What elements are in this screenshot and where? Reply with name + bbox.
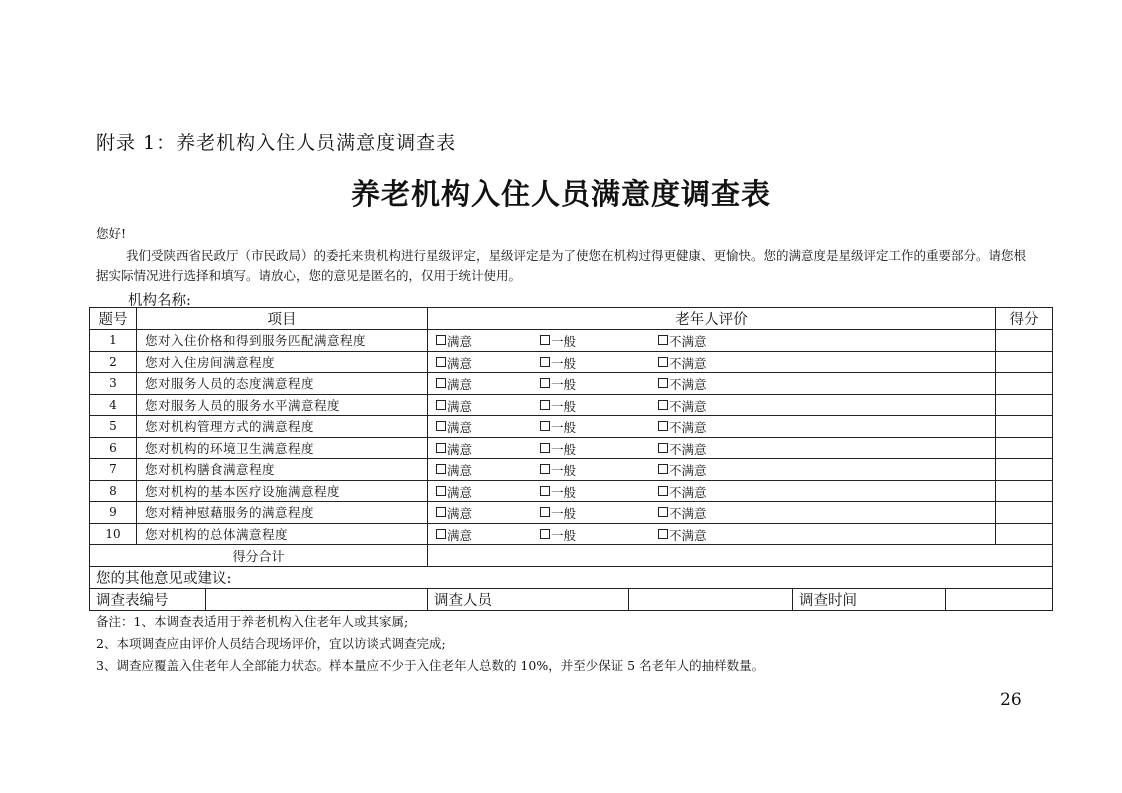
checkbox-icon[interactable] — [540, 443, 550, 453]
greeting: 您好! — [96, 226, 127, 241]
question-number: 3 — [90, 373, 137, 395]
rating-cell — [428, 330, 996, 352]
question-item: 您对精神慰藉服务的满意程度 — [137, 502, 428, 524]
rating-option-label: 不满意 — [669, 355, 707, 371]
org-name-label: 机构名称: — [128, 293, 191, 309]
question-item: 您对服务人员的服务水平满意程度 — [137, 394, 428, 416]
rating-option-label: 不满意 — [669, 441, 707, 457]
checkbox-icon[interactable] — [436, 507, 446, 517]
table-row — [90, 351, 1053, 373]
rating-cell — [428, 480, 996, 502]
rating-option-label: 不满意 — [669, 334, 707, 349]
footer-row — [90, 588, 1053, 610]
rating-option-label: 满意 — [447, 527, 473, 543]
question-number: 2 — [90, 351, 137, 373]
question-item: 您对机构管理方式的满意程度 — [137, 416, 428, 438]
rating-option[interactable] — [540, 461, 576, 479]
checkbox-icon[interactable] — [658, 443, 668, 453]
question-number: 10 — [90, 523, 137, 545]
rating-option[interactable] — [540, 526, 576, 544]
checkbox-icon[interactable] — [658, 529, 668, 539]
question-item: 您对入住房间满意程度 — [137, 351, 428, 373]
checkbox-icon[interactable] — [540, 357, 550, 367]
suggestions-row — [90, 566, 1053, 588]
score-cell[interactable] — [996, 416, 1053, 438]
rating-option[interactable] — [658, 461, 707, 479]
survey-time-value[interactable] — [946, 588, 1053, 610]
survey-time-label: 调查时间 — [793, 588, 946, 610]
rating-option-label: 不满意 — [669, 420, 707, 435]
question-number: 6 — [90, 437, 137, 459]
score-cell[interactable] — [996, 373, 1053, 395]
score-cell[interactable] — [996, 437, 1053, 459]
rating-option[interactable] — [540, 483, 576, 501]
question-number: 5 — [90, 416, 137, 438]
table-row — [90, 459, 1053, 481]
rating-cell — [428, 416, 996, 438]
score-cell[interactable] — [996, 502, 1053, 524]
rating-option[interactable] — [658, 332, 707, 350]
checkbox-icon[interactable] — [436, 486, 446, 496]
rating-cell — [428, 523, 996, 545]
checkbox-icon[interactable] — [658, 357, 668, 367]
rating-option[interactable] — [540, 354, 576, 372]
checkbox-icon[interactable] — [540, 486, 550, 496]
rating-option[interactable] — [658, 354, 707, 372]
total-value-cell[interactable] — [428, 545, 1053, 567]
rating-option-label: 不满意 — [669, 527, 707, 543]
checkbox-icon[interactable] — [658, 507, 668, 517]
rating-option[interactable] — [436, 375, 472, 393]
rating-option-label: 满意 — [447, 398, 473, 414]
checkbox-icon[interactable] — [658, 486, 668, 496]
rating-option[interactable] — [540, 332, 576, 350]
score-cell[interactable] — [996, 351, 1053, 373]
question-number: 4 — [90, 394, 137, 416]
table-row — [90, 330, 1053, 352]
rating-option[interactable] — [436, 418, 472, 436]
rating-option-label: 不满意 — [669, 506, 707, 521]
rating-option-label: 不满意 — [669, 398, 707, 414]
rating-option-label: 满意 — [447, 463, 473, 478]
rating-cell — [428, 351, 996, 373]
rating-option[interactable] — [540, 440, 576, 458]
header-num: 题号 — [90, 308, 137, 330]
surveyor-value[interactable] — [629, 588, 793, 610]
survey-table — [89, 307, 1053, 611]
rating-option[interactable] — [540, 504, 576, 522]
checkbox-icon[interactable] — [436, 335, 446, 345]
header-item: 项目 — [137, 308, 428, 330]
rating-option-label: 满意 — [447, 334, 473, 349]
rating-option[interactable] — [658, 440, 707, 458]
checkbox-icon[interactable] — [436, 378, 446, 388]
question-item: 您对机构的基本医疗设施满意程度 — [137, 480, 428, 502]
rating-option-label: 一般 — [551, 398, 577, 414]
page-number: 26 — [1000, 690, 1022, 710]
score-cell[interactable] — [996, 523, 1053, 545]
checkbox-icon[interactable] — [540, 529, 550, 539]
rating-option-label: 一般 — [551, 420, 577, 435]
checkbox-icon[interactable] — [658, 400, 668, 410]
rating-option-label: 满意 — [447, 484, 473, 500]
checkbox-icon[interactable] — [436, 443, 446, 453]
table-row — [90, 480, 1053, 502]
checkbox-icon[interactable] — [540, 378, 550, 388]
rating-option[interactable] — [658, 504, 707, 522]
rating-option[interactable] — [436, 440, 472, 458]
question-number: 8 — [90, 480, 137, 502]
appendix-title: 附录 1：养老机构入住人员满意度调查表 — [96, 132, 457, 154]
rating-option-label: 一般 — [551, 463, 577, 478]
rating-option[interactable] — [436, 397, 472, 415]
rating-cell — [428, 394, 996, 416]
question-item: 您对机构的总体满意程度 — [137, 523, 428, 545]
table-row — [90, 502, 1053, 524]
rating-option-label: 一般 — [551, 441, 577, 457]
rating-option-label: 满意 — [447, 377, 473, 392]
rating-option-label: 一般 — [551, 377, 577, 392]
checkbox-icon[interactable] — [436, 529, 446, 539]
question-item: 您对服务人员的态度满意程度 — [137, 373, 428, 395]
checkbox-icon[interactable] — [658, 421, 668, 431]
suggestions-label[interactable]: 您的其他意见或建议: — [90, 566, 1053, 588]
score-cell[interactable] — [996, 459, 1053, 481]
rating-option-label: 满意 — [447, 441, 473, 457]
checkbox-icon[interactable] — [436, 357, 446, 367]
question-item: 您对机构膳食满意程度 — [137, 459, 428, 481]
checkbox-icon[interactable] — [540, 464, 550, 474]
checkbox-icon[interactable] — [658, 378, 668, 388]
note-1: 备注：1、本调查表适用于养老机构入住老年人或其家属; — [96, 614, 409, 629]
rating-option-label: 一般 — [551, 506, 577, 521]
rating-option[interactable] — [658, 397, 707, 415]
note-3: 3、调查应覆盖入住老年人全部能力状态。样本量应不少于入住老年人总数的 10%，并至少保证 5 名老年人的抽样数量。 — [96, 658, 765, 673]
rating-option[interactable] — [658, 418, 707, 436]
intro-paragraph: 我们受陕西省民政厅（市民政局）的委托来贵机构进行星级评定，星级评定是为了使您在机构过得更健康、更愉快。您的满意度是星级评定工作的重要部分。请您根据实际情况进行选择和填写。请放心，您的意见是匿名的，仅用于统计使用。 — [96, 248, 1027, 283]
score-cell[interactable] — [996, 394, 1053, 416]
table-row — [90, 394, 1053, 416]
header-rating: 老年人评价 — [428, 308, 996, 330]
surveyor-label: 调查人员 — [428, 588, 629, 610]
table-row — [90, 373, 1053, 395]
total-row — [90, 545, 1053, 567]
table-row — [90, 523, 1053, 545]
checkbox-icon[interactable] — [436, 421, 446, 431]
form-number-text: 调查表编号 — [96, 592, 169, 609]
score-cell[interactable] — [996, 480, 1053, 502]
score-cell[interactable] — [996, 330, 1053, 352]
question-number: 1 — [90, 330, 137, 352]
rating-option[interactable] — [658, 526, 707, 544]
checkbox-icon[interactable] — [540, 507, 550, 517]
question-number: 7 — [90, 459, 137, 481]
rating-option[interactable] — [436, 461, 472, 479]
checkbox-icon[interactable] — [658, 335, 668, 345]
rating-option-label: 满意 — [447, 506, 473, 521]
rating-option[interactable] — [436, 504, 472, 522]
rating-cell — [428, 437, 996, 459]
rating-option[interactable] — [436, 483, 472, 501]
rating-option-label: 满意 — [447, 420, 473, 435]
rating-cell — [428, 373, 996, 395]
rating-cell — [428, 502, 996, 524]
checkbox-icon[interactable] — [436, 464, 446, 474]
rating-option[interactable] — [436, 332, 472, 350]
checkbox-icon[interactable] — [658, 464, 668, 474]
total-label: 得分合计 — [90, 545, 428, 567]
checkbox-icon[interactable] — [540, 335, 550, 345]
rating-option[interactable] — [436, 526, 472, 544]
rating-option-label: 一般 — [551, 355, 577, 371]
question-item: 您对机构的环境卫生满意程度 — [137, 437, 428, 459]
header-score: 得分 — [996, 308, 1053, 330]
table-row — [90, 416, 1053, 438]
form-number-label — [90, 588, 428, 610]
rating-option-label: 满意 — [447, 355, 473, 371]
rating-option[interactable] — [658, 375, 707, 393]
rating-option[interactable] — [540, 418, 576, 436]
survey-title: 养老机构入住人员满意度调查表 — [350, 177, 771, 211]
checkbox-icon[interactable] — [540, 400, 550, 410]
note-2: 2、本项调查应由评价人员结合现场评价，宜以访谈式调查完成; — [96, 636, 446, 651]
rating-option-label: 一般 — [551, 334, 577, 349]
checkbox-icon[interactable] — [540, 421, 550, 431]
rating-option[interactable] — [540, 375, 576, 393]
rating-option-label: 不满意 — [669, 484, 707, 500]
rating-option[interactable] — [540, 397, 576, 415]
rating-option-label: 不满意 — [669, 463, 707, 478]
checkbox-icon[interactable] — [436, 400, 446, 410]
notes — [96, 611, 764, 677]
form-number-divider — [205, 588, 206, 610]
rating-option-label: 不满意 — [669, 377, 707, 392]
rating-option-label: 一般 — [551, 484, 577, 500]
question-number: 9 — [90, 502, 137, 524]
rating-option-label: 一般 — [551, 527, 577, 543]
table-row — [90, 437, 1053, 459]
rating-option[interactable] — [436, 354, 472, 372]
rating-cell — [428, 459, 996, 481]
rating-option[interactable] — [658, 483, 707, 501]
question-item: 您对入住价格和得到服务匹配满意程度 — [137, 330, 428, 352]
table-header-row — [90, 308, 1053, 330]
